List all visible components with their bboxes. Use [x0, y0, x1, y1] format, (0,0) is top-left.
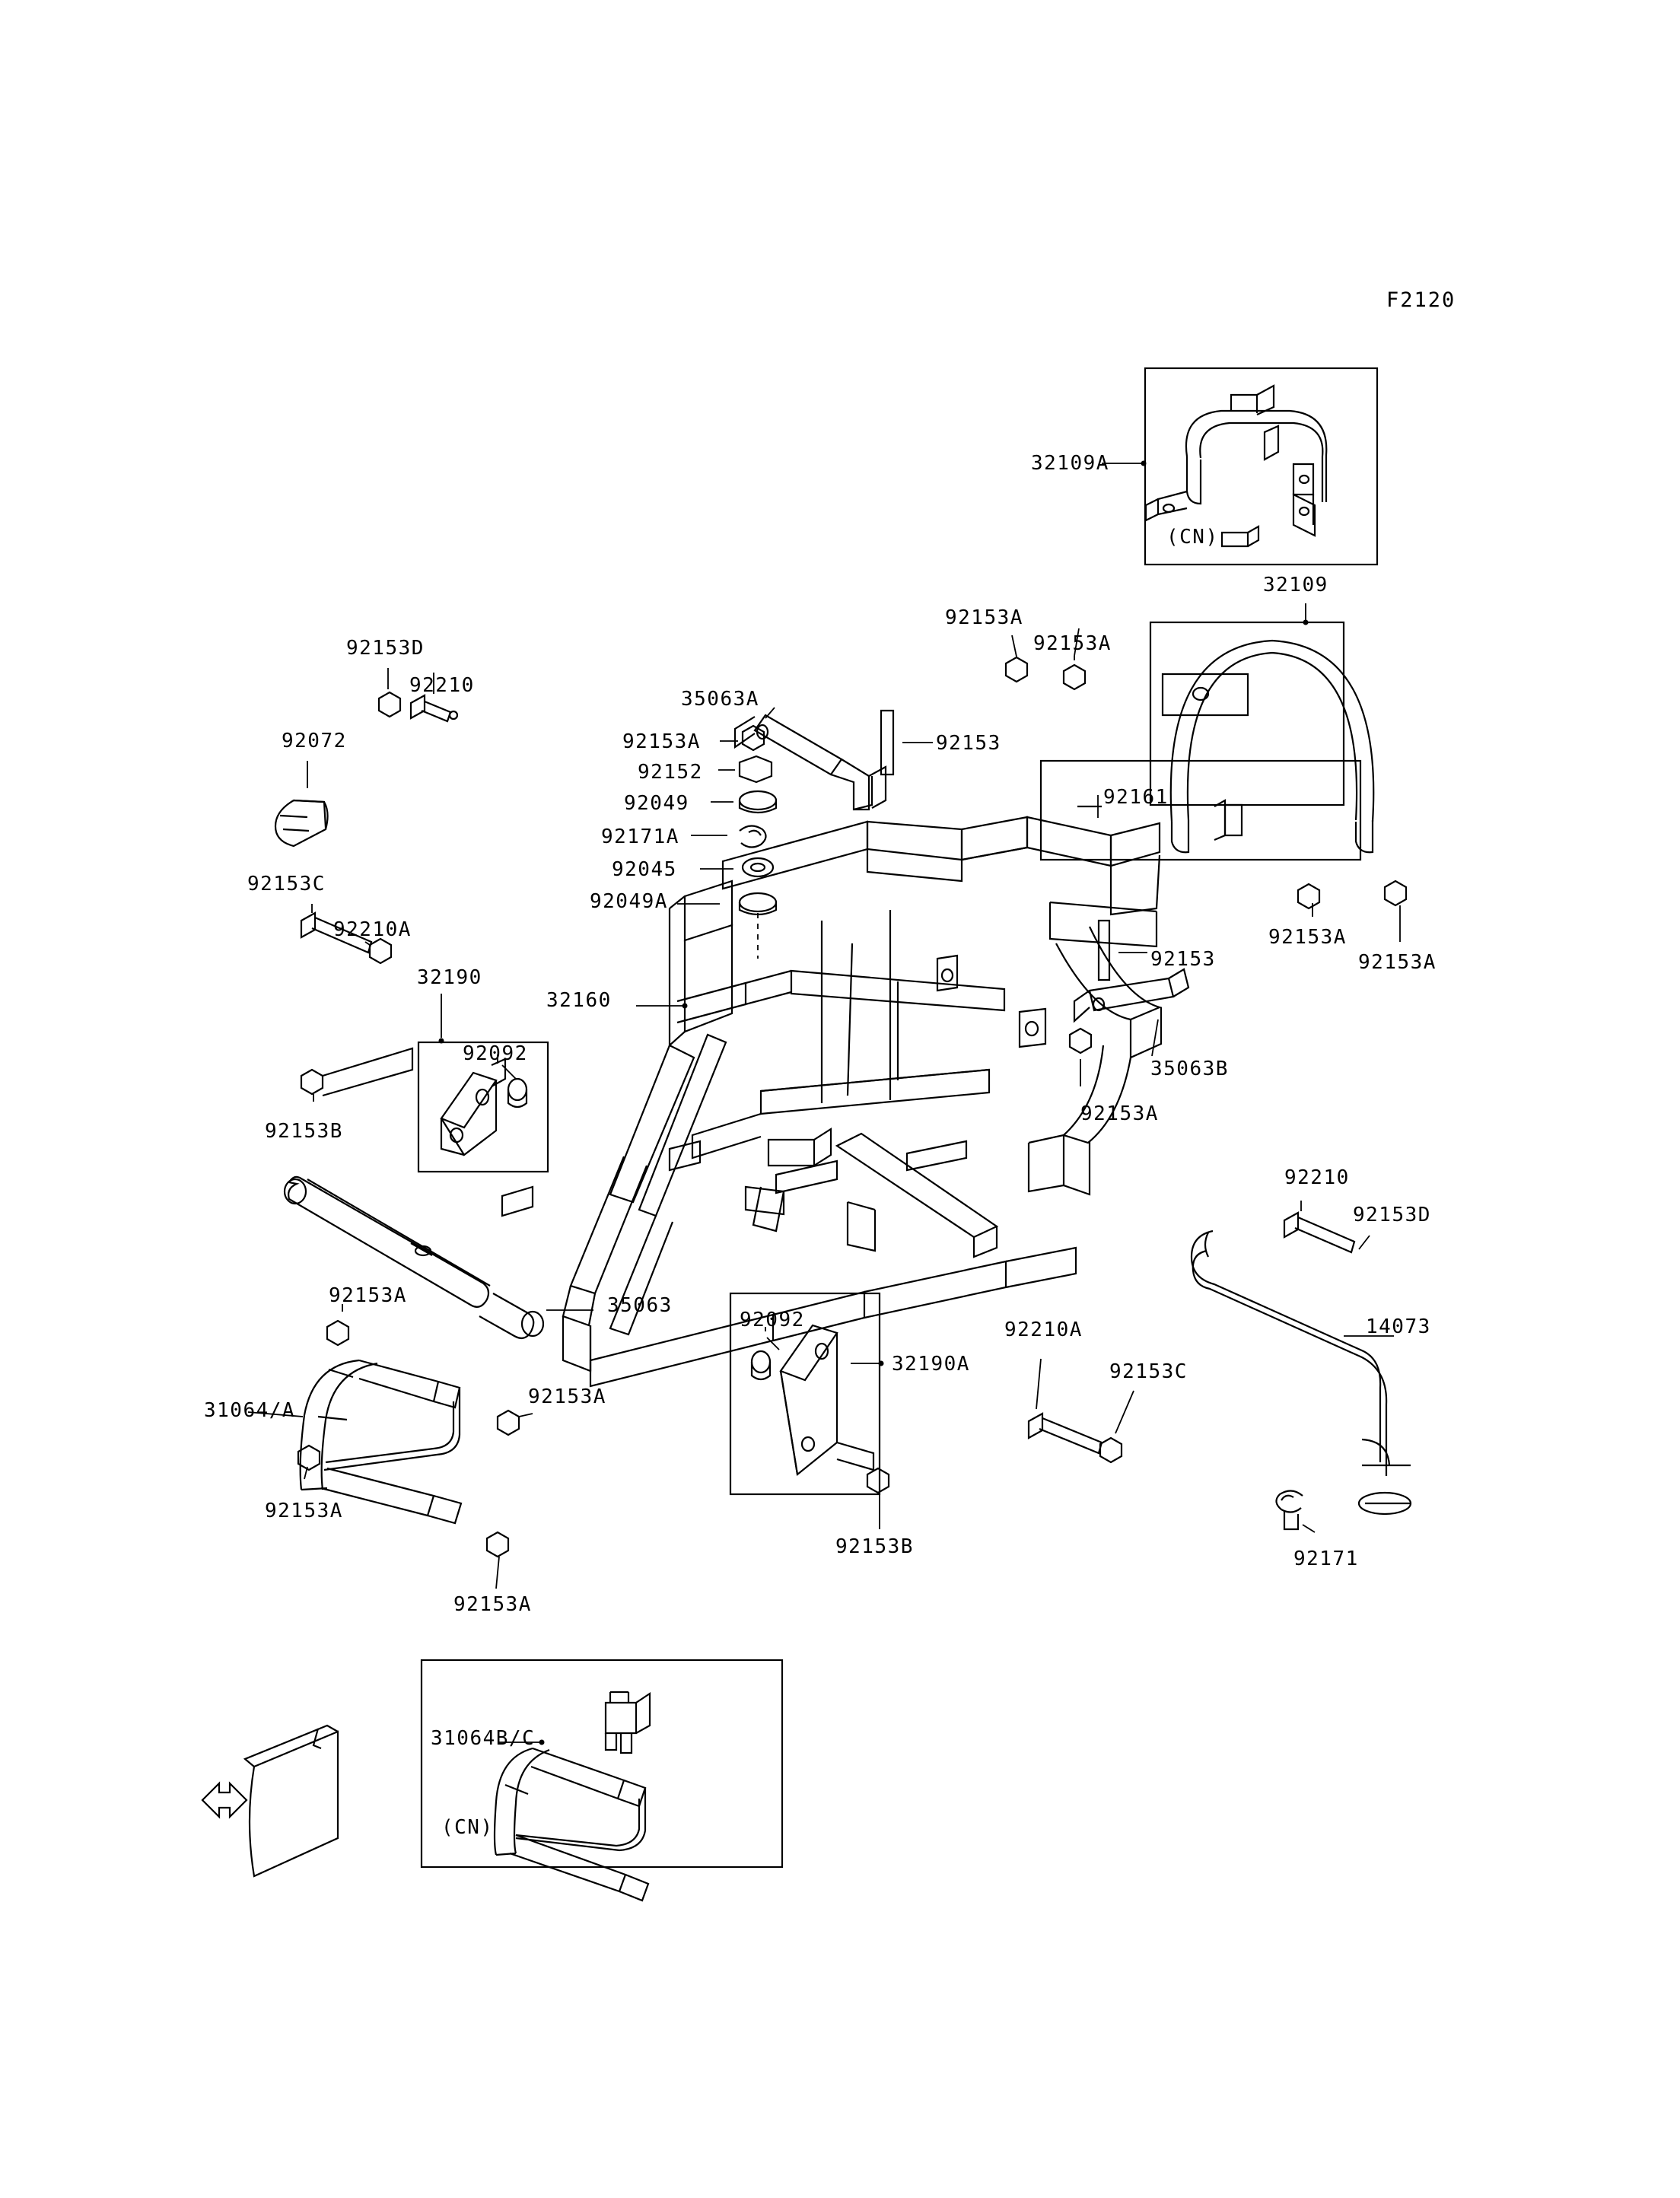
callout-92153d-2: 92153D — [1353, 1204, 1431, 1226]
callout-92210-2: 92210 — [1284, 1166, 1350, 1189]
callout-inset-cn-1: (CN) — [1166, 526, 1219, 549]
callout-92153a-8: 92153A — [528, 1385, 606, 1408]
callout-35063b: 35063B — [1150, 1058, 1229, 1080]
callout-92092-2: 92092 — [740, 1309, 805, 1331]
callout-32109: 32109 — [1263, 574, 1328, 596]
callout-inset-cn-2: (CN) — [441, 1816, 494, 1839]
callout-32190a: 32190A — [892, 1353, 970, 1376]
callout-35063a: 35063A — [681, 688, 759, 711]
callout-92153a-9: 92153A — [265, 1500, 343, 1522]
callout-92153d-1: 92153D — [346, 637, 425, 660]
callout-32190: 32190 — [417, 966, 482, 989]
callout-14073: 14073 — [1366, 1315, 1431, 1338]
callout-31064a: 31064/A — [204, 1399, 296, 1422]
callout-92153a-10: 92153A — [453, 1593, 532, 1616]
callout-92153a-4: 92153A — [1358, 951, 1437, 974]
callout-92153a-7: 92153A — [329, 1284, 407, 1307]
callout-92153c-1: 92153C — [247, 873, 326, 895]
callout-92072: 92072 — [282, 730, 347, 752]
callout-92161: 92161 — [1103, 786, 1169, 809]
callout-92049a: 92049A — [590, 890, 668, 913]
callout-92171: 92171 — [1293, 1548, 1359, 1570]
callout-92210a-1: 92210A — [333, 918, 412, 941]
callout-92153a-3: 92153A — [1268, 926, 1347, 949]
callout-92153b-2: 92153B — [835, 1535, 914, 1558]
callout-92171a: 92171A — [601, 825, 679, 848]
callout-92153a-5: 92153A — [622, 730, 701, 753]
callout-92153a-1: 92153A — [945, 606, 1023, 629]
callout-92152: 92152 — [638, 761, 703, 784]
callout-92210-1: 92210 — [409, 674, 475, 697]
callout-92045: 92045 — [612, 858, 677, 881]
callout-92153-1: 92153 — [936, 732, 1001, 755]
callout-92153a-6: 92153A — [1080, 1102, 1159, 1125]
callout-92153a-2: 92153A — [1033, 632, 1112, 655]
sheet-code: F2120 — [1386, 288, 1456, 312]
callout-31064bc: 31064B/C — [431, 1727, 536, 1750]
callout-92153c-2: 92153C — [1109, 1360, 1188, 1383]
callout-92153b-1: 92153B — [265, 1120, 343, 1143]
callout-35063: 35063 — [607, 1294, 673, 1317]
callout-92153-2: 92153 — [1150, 948, 1216, 971]
callout-32160: 32160 — [546, 989, 612, 1012]
callout-92092-1: 92092 — [463, 1042, 528, 1065]
callout-92210a-2: 92210A — [1004, 1318, 1083, 1341]
callout-32109a: 32109A — [1031, 452, 1109, 475]
callout-92049: 92049 — [624, 792, 689, 815]
